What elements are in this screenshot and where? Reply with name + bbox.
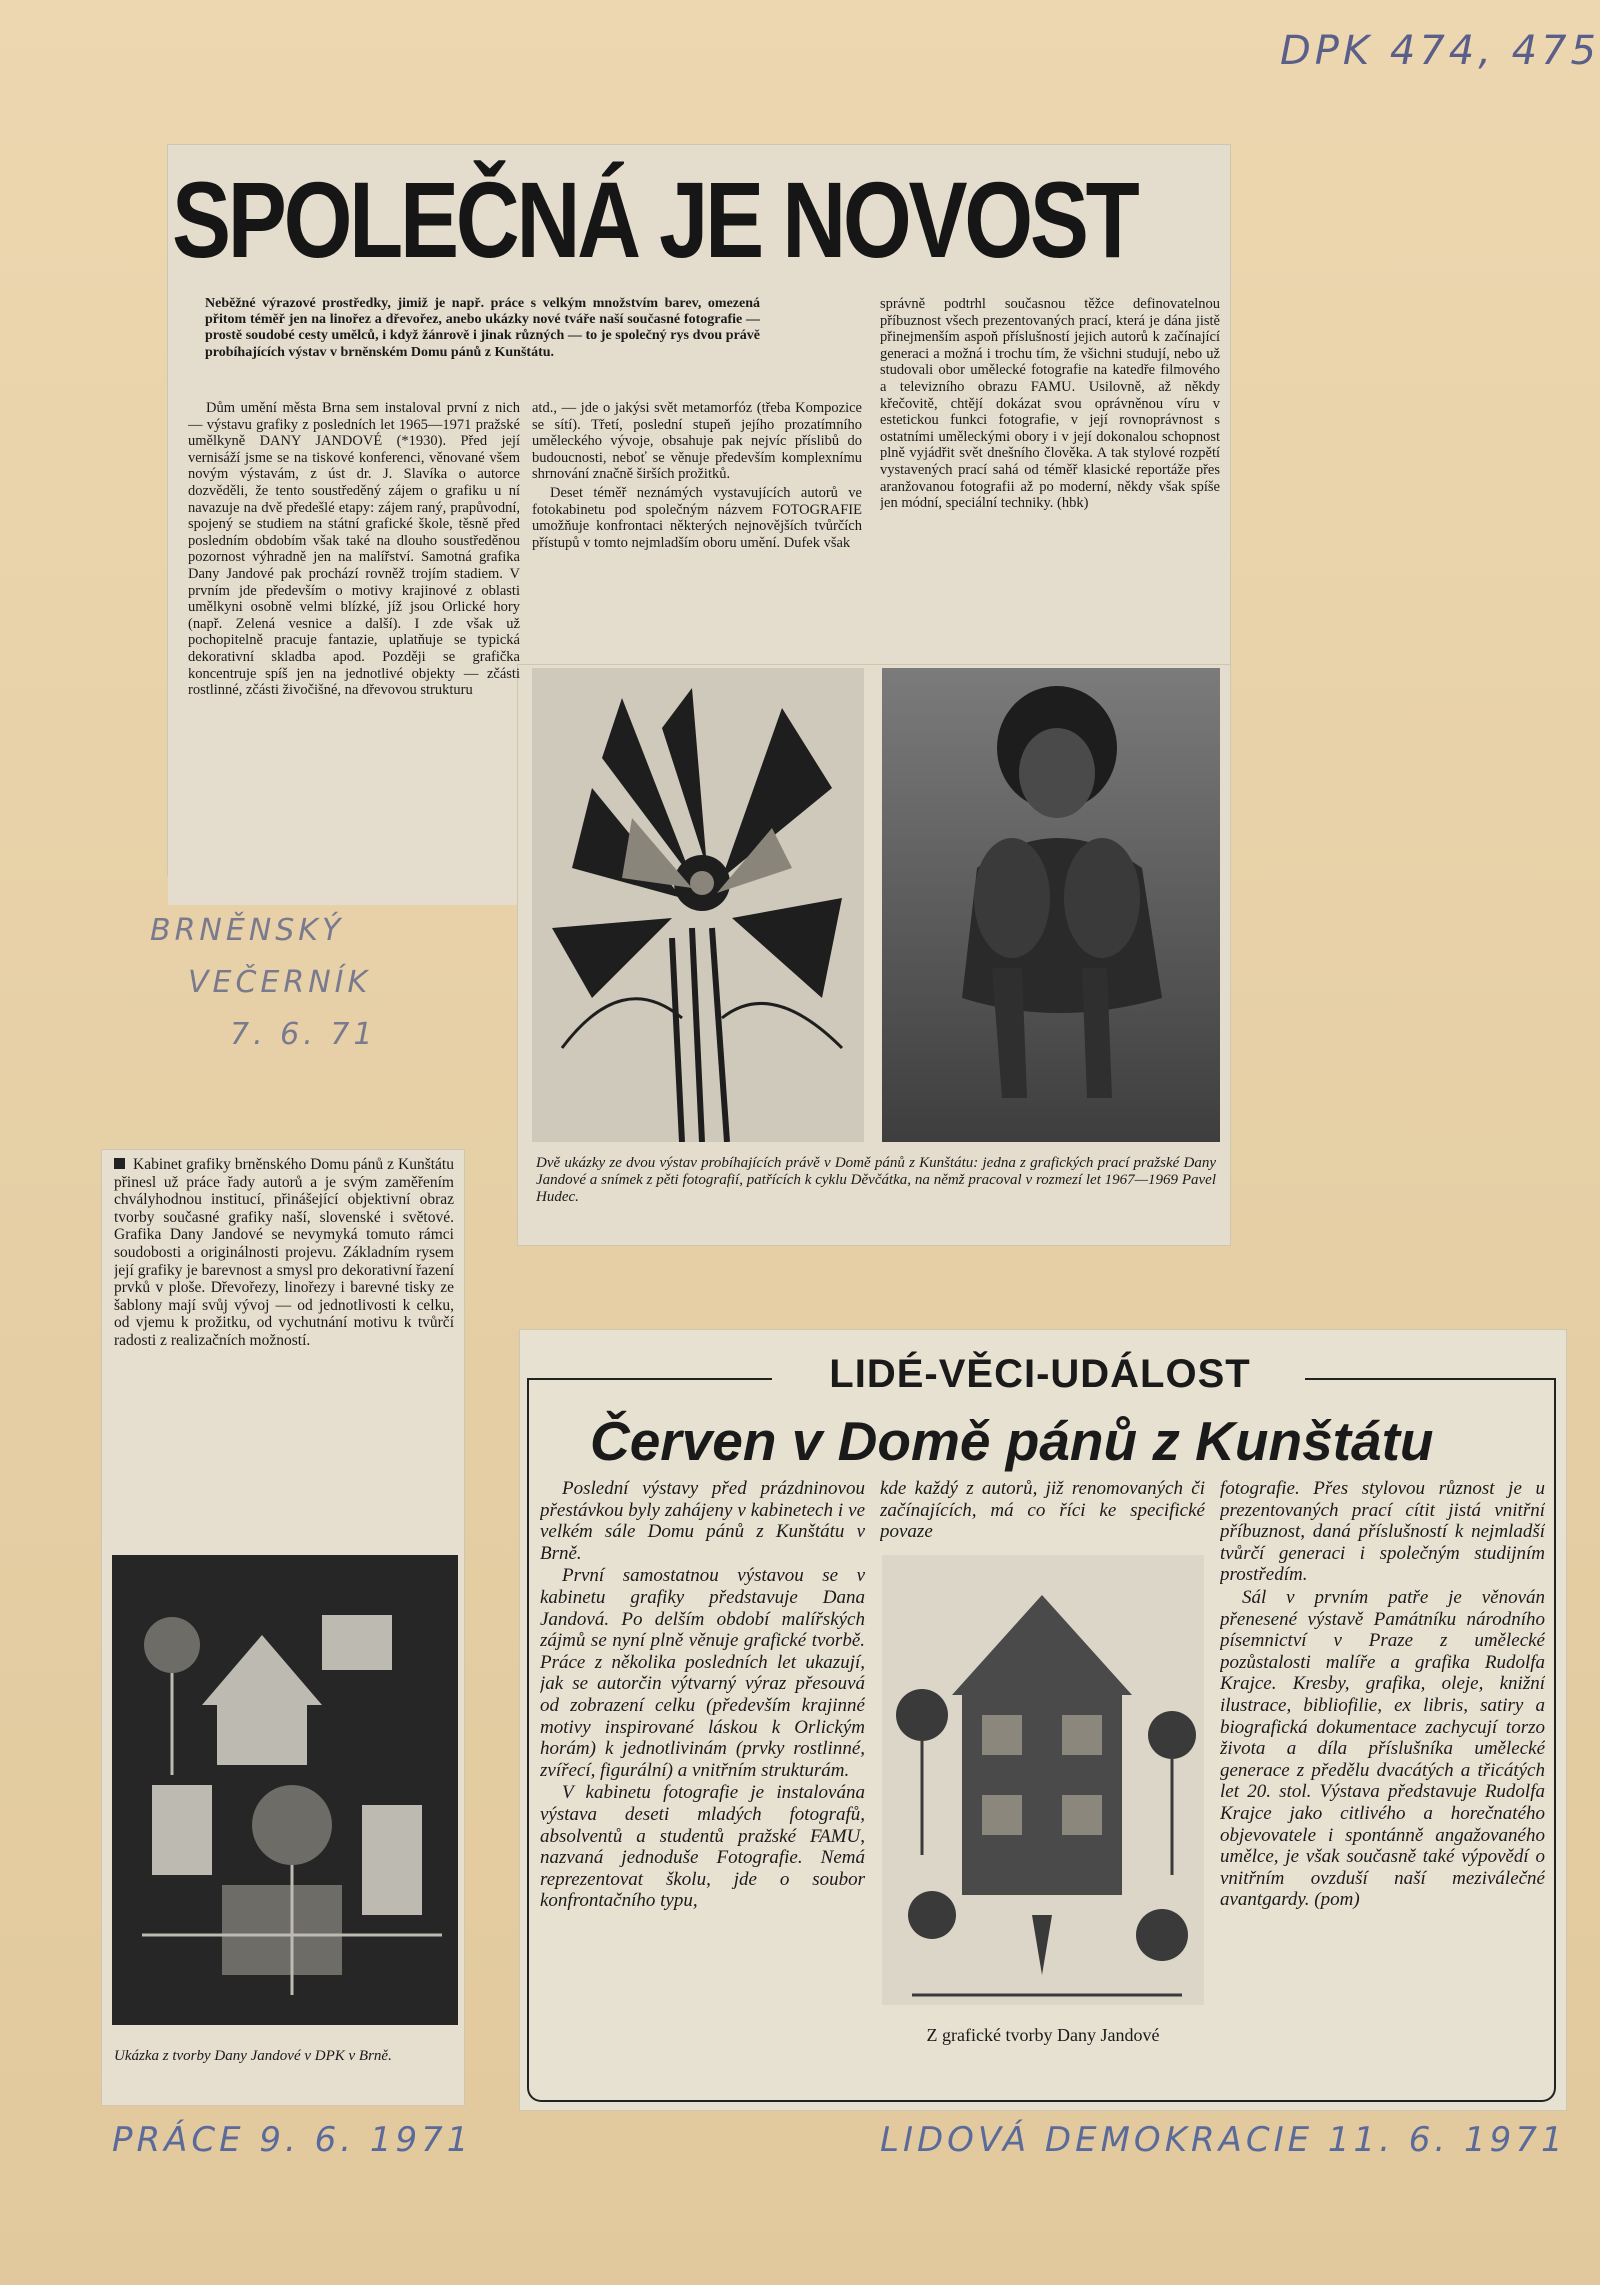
- article1-col2-p1: atd., — jde o jakýsi svět metamorfóz (třeba Kompozice se sítí). Třetí, poslední stupeň jejího prozatímního uměleckého vývoje, obsahuje pak nejvíc příslibů do budoucnosti, neboť se věnuje především komplexnímu shrnování značně širších prožitků.: [532, 400, 862, 483]
- article3-col1-p3: V kabinetu fotografie je instalována výstava deseti mladých fotografů, absolventů a studentů pražské FAMU, nazvaná jednoduše Fotografie. Nemá reprezentovat školu, jde o soubor konfrontačního typu,: [540, 1782, 865, 1912]
- square-bullet-icon: [114, 1158, 125, 1169]
- source-note-line-2: VEČERNÍK: [188, 965, 372, 1000]
- photograph-girl-image: [882, 668, 1220, 1142]
- source-note-line-3: 7. 6. 71: [230, 1017, 377, 1052]
- article3-col2-text: kde každý z autorů, již renomovaných či začínajících, má co říci ke specifické povaze: [880, 1478, 1205, 1543]
- article2-paragraph: [114, 1156, 454, 1350]
- article3-column-3: [1220, 1478, 1545, 2083]
- article3-col3-p2: Sál v prvním patře je věnován přenesené výstavě Památníku národního písemnictví v Praze z umělecké pozůstalosti malíře a grafika Rudolfa Krajce. Kresby, grafika, oleje, knižní ilustrace, bibliofilie, ex libris, satiry a biografická dokumentace zachycují torzo života a díla příslušníka umělecké generace z předělu dvacátých a třicátých let 20. stol. Výstava představuje Rudolfa Krajce jako citlivého a horečnatého objevovatele i spontánně angažovaného umělce, je však současně také výpovědí o vnitřním ovzduší naší meziválečné avantgardy. (pom): [1220, 1586, 1545, 1911]
- article3-col1-p1: Poslední výstavy před prázdninovou přestávkou byly zahájeny v kabinetech i ve velkém sále Domu pánů z Kunštátu v Brně.: [540, 1478, 865, 1564]
- source-note-lidova-demokracie: LIDOVÁ DEMOKRACIE 11. 6. 1971: [880, 2120, 1567, 2160]
- article1-column-2: [532, 400, 862, 648]
- article1-col2-p2: Deset téměř neznámých vystavujících autorů ve fotokabinetu pod společným názvem FOTOGRAFIE umožňuje konfrontaci některých nejnovějších tvůrčích přístupů v tomto nejmladším oboru umění. Dufek však: [532, 484, 862, 551]
- article3-caption: Z grafické tvorby Dany Jandové: [926, 2025, 1160, 2045]
- article1-column-3: [880, 296, 1220, 648]
- archive-mark: DPK 474, 475: [1280, 28, 1600, 74]
- article1-col1-text: Dům umění města Brna sem instaloval první z nich — výstavu grafiky z posledních let 1965—1971 pražské umělkyně DANY JANDOVÉ (*1930). Před její vernisáží jsme se na tiskové konferenci, věnované všem novým výstavám, z úst dr. J. Slavíka o autorce dozvěděli, že tento soustředěný zájem o grafiku u ní navazuje na dvě předešlé etapy: zájem raný, prapůvodní, spojený se studiem na státní grafické škole, těsně před posledním obdobím však také na dlouho soustředěnou pozornost výhradně jen na malířství. Samotná grafika Dany Jandové pak prochází rovněž trojím stadiem. V prvním jde především o motivy krajinové z oblasti umělkyni osobně velmi blízké, jíž jsou Orlické hory (např. Zelená vesnice a další). I zde však už pochopitelně pracuje fantazie, uplatňuje se typická dekorativní skladba apod. Později se grafička koncentruje spíš jen na jednotlivé objekty — zčásti rostlinné, zčásti živočišné, na dřevovou strukturu: [188, 400, 520, 699]
- article1-column-1: [188, 400, 520, 875]
- headline: SPOLEČNÁ JE NOVOST: [172, 159, 1137, 280]
- source-note-brnensky-vecernik: [150, 905, 410, 1061]
- article2-graphic-image: [112, 1555, 458, 2025]
- lead-paragraph: Neběžné výrazové prostředky, jimiž je např. práce s velkým množstvím barev, omezená přitom téměř jen na linořez a dřevořez, anebo ukázky nové tváře naší současné fotografie — prostě soudobé cesty umělců, i když žánrově i jinak různých — to je společný rys dvou právě probíhajících výstav v brněnském Domu pánů z Kunštátu.: [205, 296, 760, 360]
- article1-col3-text: správně podtrhl současnou těžce definovatelnou příbuznost všech prezentovaných prací, která je dána jistě přinejmenším aspoň příslušností jejich autorů k začínající generaci a možná i trochu tím, že všichni studují, nebo už studovali obor umělecké fotografie na katedře filmového a televizního obrazu FAMU. Usilovně, až někdy křečovitě, chtějí dokázat svou oprávněnou víru v estetickou funkci fotografie, v její rovnoprávnost s ostatními uměleckými obory i v její dokonalou schopnost plně vyjádřit svět dnešního člověka. A tak stylové rozpětí vystavených prací sahá od téměř klasické reportáže přes aranžovanou fotografii až po moderní, někdy však spíše jen módní, speciální techniky. (hbk): [880, 296, 1220, 512]
- article1-caption: Dvě ukázky ze dvou výstav probíhajících právě v Domě pánů z Kunštátu: jedna z grafických prací pražské Dany Jandové a snímek z pěti fotografií, patřících k cyklu Děvčátka, na němž pracoval v rozmezí let 1967—1969 Pavel Hudec.: [536, 1155, 1216, 1205]
- article2-text: [114, 1156, 454, 1518]
- article3-headline: Červen v Domě pánů z Kunštátu: [590, 1410, 1434, 1472]
- source-note-line-1: BRNĚNSKÝ: [150, 913, 345, 948]
- article3-column-2: [880, 1478, 1205, 1544]
- article3-graphic-image: [882, 1555, 1204, 2005]
- article3-column-1: [540, 1478, 865, 2083]
- article3-rubric: LIDÉ-VĚCI-UDÁLOST: [829, 1352, 1251, 1396]
- article2-caption: Ukázka z tvorby Dany Jandové v DPK v Brně.: [114, 2048, 392, 2064]
- rubric-line-left: [527, 1378, 772, 1380]
- rubric-line-right: [1305, 1378, 1554, 1380]
- article2-body: Kabinet grafiky brněnského Domu pánů z Kunštátu přinesl už práce řady autorů a je svým zaměřením chvályhodnou institucí, přinášející objektivní obraz tvorby současné grafiky naší, slovenské i světové. Grafika Dany Jandové se nevymyká tomuto rámci soudobosti a originálnosti projevu. Základním rysem její grafiky je barevnost a smysl pro dekorativní řazení prvků v ploše. Dřevořezy, linořezy i barevné tisky ze šablony mají svůj vývoj — od jednotlivosti k celku, od vjemu k prožitku, od vychutnání motivu k tvůrčí radosti z realizačních možností.: [114, 1156, 454, 1349]
- article3-col1-p2: První samostatnou výstavou se v kabinetu grafiky představuje Dana Jandová. Po delším období malířských zájmů se nyní plně věnuje grafické tvorbě. Práce z několika posledních let ukazují, jak se autorčin výtvarný výraz přesouvá od zobrazení celku (především krajinné motivy inspirované láskou k Orlickým horám) k jednotlivinám (prvky rostlinné, zvířecí, figurální) a vnitřním strukturám.: [540, 1565, 865, 1781]
- article3-col3-p1: fotografie. Přes stylovou různost je u prezentovaných prací cítit jistá vnitřní příbuznost, daná příslušností k nejmladší tvůrčí generaci i společným studijním prostředím.: [1220, 1478, 1545, 1586]
- graphic-print-image: [532, 668, 864, 1142]
- source-note-prace: PRÁCE 9. 6. 1971: [112, 2120, 473, 2160]
